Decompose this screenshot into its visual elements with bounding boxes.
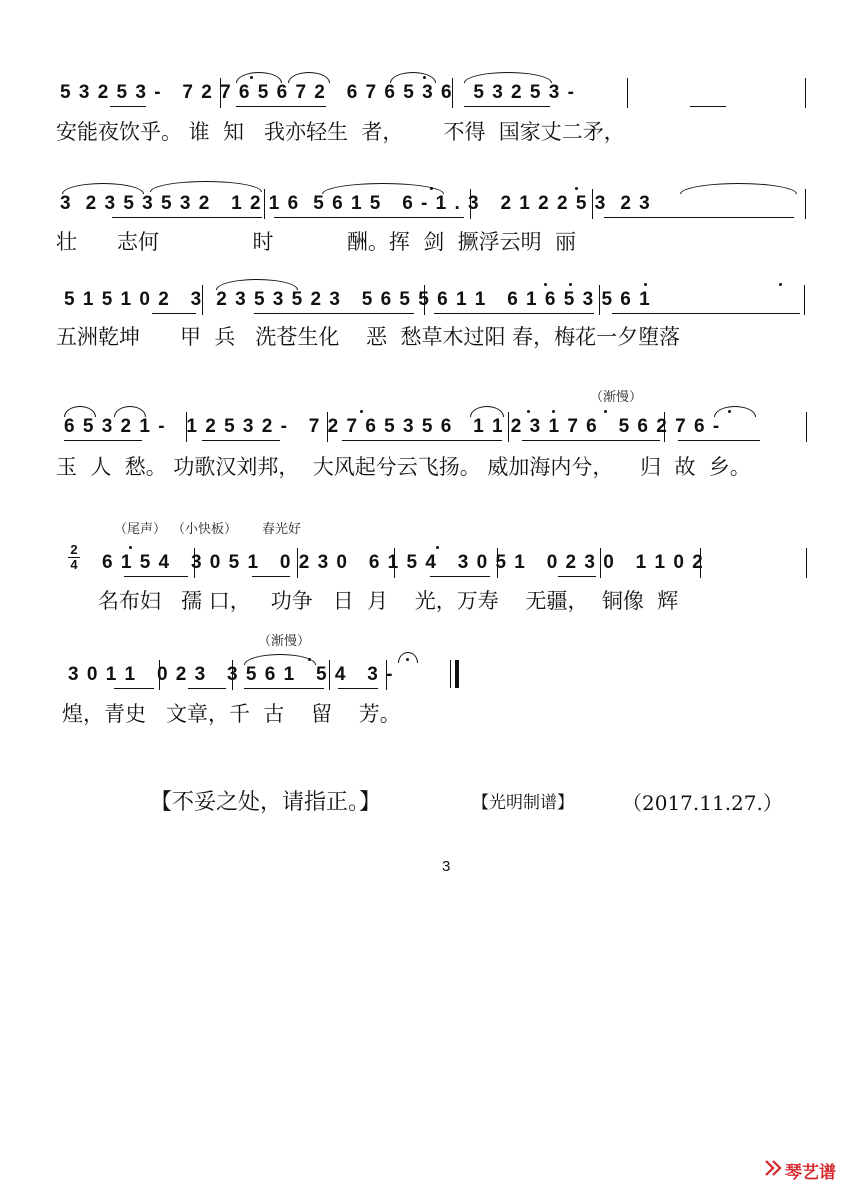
octave-dot (544, 283, 547, 286)
underline (464, 106, 550, 107)
score-row-6 (68, 664, 488, 694)
octave-dot (527, 410, 530, 413)
barline (664, 412, 665, 442)
underline (112, 217, 262, 218)
barline (264, 189, 265, 219)
octave-dot (728, 410, 731, 413)
fermata-dot (406, 658, 409, 661)
slur (236, 72, 282, 83)
lyrics-line-5: 名布妇 孺 口， 功争 日 月 光，万寿 无疆， 铜像 辉 (98, 589, 679, 613)
underline (604, 217, 794, 218)
notation-line-1: 5 3 2 5 3 - 7 2 7 6 5 6 7 2 6 7 6 5 3 6 5 3 2 5 3 - (60, 82, 576, 103)
barline (452, 78, 453, 108)
underline (64, 440, 142, 441)
time-sig-bottom: 4 (70, 557, 78, 572)
underline (110, 106, 146, 107)
barline (186, 412, 187, 442)
barline (806, 412, 807, 442)
barline (805, 189, 806, 219)
barline (297, 548, 298, 578)
footer-note: 【不妥之处，请指正。】 (150, 790, 382, 815)
underline (252, 576, 290, 577)
barline (592, 189, 593, 219)
score-row-5 (102, 552, 822, 582)
underline (558, 576, 596, 577)
underline (434, 313, 594, 314)
octave-dot (250, 76, 253, 79)
octave-dot (430, 187, 433, 190)
underline (254, 313, 414, 314)
barline (600, 548, 601, 578)
tempo-mark-slow-down-2: （渐慢） (258, 634, 311, 649)
underline (274, 217, 464, 218)
slur (216, 279, 298, 290)
underline (244, 688, 324, 689)
time-sig-top: 2 (70, 542, 78, 557)
underline (152, 313, 196, 314)
notation-line-3: 5 1 5 1 0 2 3 2 3 5 3 5 2 3 5 6 5 5 6 1 1 6 1 6 5 3 5 6 1 (64, 289, 652, 310)
barline (202, 285, 203, 315)
barline (220, 78, 221, 108)
octave-dot (569, 283, 572, 286)
barline (700, 548, 701, 578)
underline (236, 106, 326, 107)
notation-line-6: 3 0 1 1 0 2 3 3 5 6 1 5 4 3 - (68, 664, 394, 685)
octave-dot (644, 283, 647, 286)
barline (386, 660, 387, 690)
slur (322, 183, 444, 194)
barline (508, 412, 509, 442)
underline (522, 440, 660, 441)
slur (64, 406, 96, 417)
time-signature (68, 544, 80, 571)
slur (714, 406, 756, 417)
qinyipu-logo-icon (764, 1159, 782, 1177)
barline (159, 660, 160, 690)
score-row-3 (64, 289, 814, 319)
underline (124, 576, 188, 577)
barline (806, 548, 807, 578)
lyrics-line-3: 五洲乾坤 甲 兵 洗苍生化 恶 愁草木过阳 春，梅花一夕堕落 (56, 325, 681, 349)
score-row-2 (60, 193, 810, 223)
page-number: 3 (442, 858, 451, 875)
barline (497, 548, 498, 578)
underline (612, 313, 800, 314)
barline (394, 548, 395, 578)
slur (244, 654, 316, 665)
lyrics-line-1: 安能夜饮乎。 谁 知 我亦轻生 者， 不得 国家丈二矛， (56, 120, 625, 144)
underline (342, 440, 502, 441)
section-mark-coda: （尾声） (114, 522, 167, 537)
score-row-4 (64, 416, 814, 446)
slur (62, 183, 144, 194)
footer-date: （2017.11.27.） (622, 791, 783, 815)
barline (470, 189, 471, 219)
tempo-mark-slow-down: （渐慢） (590, 390, 643, 405)
slur (114, 406, 146, 417)
final-barline-thin (450, 660, 451, 688)
barline (804, 285, 805, 315)
octave-dot (604, 410, 607, 413)
underline (188, 688, 226, 689)
octave-dot (360, 410, 363, 413)
octave-dot (779, 283, 782, 286)
underline (678, 440, 760, 441)
section-mark-fast-board: （小快板） (172, 522, 238, 537)
slur (390, 72, 436, 83)
tune-name: 春光好 (262, 522, 302, 537)
underline (338, 688, 378, 689)
octave-dot (129, 546, 132, 549)
barline (232, 660, 233, 690)
octave-dot (423, 76, 426, 79)
octave-dot (575, 187, 578, 190)
octave-dot (436, 546, 439, 549)
barline (327, 412, 328, 442)
slur (288, 72, 330, 83)
barline (329, 660, 330, 690)
barline (424, 285, 425, 315)
barline (805, 78, 806, 108)
barline (599, 285, 600, 315)
slur (464, 72, 552, 83)
barline (194, 548, 195, 578)
underline (690, 106, 726, 107)
notation-line-4: 6 5 3 2 1 - 1 2 5 3 2 - 7 2 7 6 5 3 5 6 1 1 2 3 1 7 6 5 6 2 7 6 - (64, 416, 721, 437)
final-barline-thick (455, 660, 459, 688)
octave-dot (552, 410, 555, 413)
score-row-1 (60, 82, 810, 112)
lyrics-line-4: 玉 人 愁。 功歌汉刘邦， 大风起兮云飞扬。 威加海内兮， 归 故 乡。 (56, 455, 751, 479)
notation-line-2: 3 2 3 5 3 5 3 2 1 2 1 6 5 6 1 5 6 - 1 . 3 2 1 2 2 5 3 2 3 (60, 193, 652, 214)
lyrics-line-2: 壮 志何 时 酬。挥 剑 撅浮云明 丽 (56, 230, 576, 254)
slur (150, 181, 262, 192)
lyrics-line-6: 煌，青史 文章，千 古 留 芳。 (62, 702, 401, 726)
underline (430, 576, 490, 577)
barline (627, 78, 628, 108)
underline (202, 440, 280, 441)
notation-line-5: 6 1 5 4 3 0 5 1 0 2 3 0 6 1 5 4 3 0 5 1 0 2 3 0 1 1 0 2 (102, 552, 705, 573)
slur (680, 183, 797, 194)
footer-maker: 【光明制谱】 (472, 793, 574, 813)
slur (470, 406, 504, 417)
watermark-text: 琴艺谱 (785, 1163, 836, 1183)
underline (114, 688, 154, 689)
octave-dot (308, 658, 311, 661)
